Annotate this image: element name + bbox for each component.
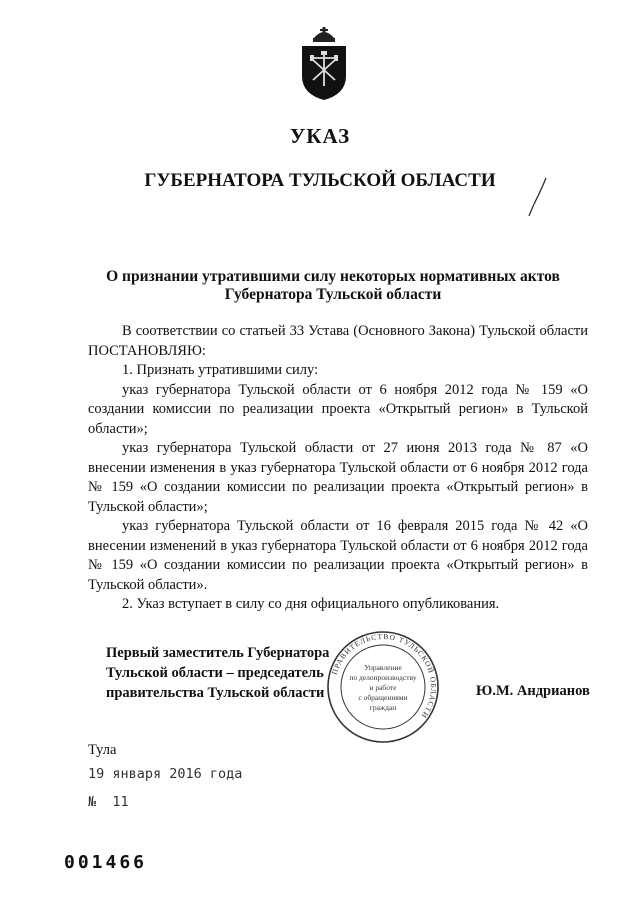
subject-line-1: О признании утратившими силу некоторых нормативных актов xyxy=(106,268,560,285)
serial-number: 001466 xyxy=(64,852,148,873)
issue-date: 19 января 2016 года xyxy=(88,766,243,782)
coat-of-arms-emblem xyxy=(298,24,350,102)
document-subject xyxy=(60,268,606,304)
item-1-paragraph: 1. Признать утратившими силу: xyxy=(122,362,319,378)
position-line-3: правительства Тульской области xyxy=(106,685,325,701)
repealed-act-3: указ губернатора Тульской области от 16 февраля 2015 года № 42 «О внесении изменений в указ губернатора Тульской области от 6 ноября 2012 года № 159 «О создании комиссии по реализации проекта «Открытый регион» в Тульской области». xyxy=(88,518,588,593)
subject-line-2: Губернатора Тульской области xyxy=(224,286,442,303)
issuer-title: ГУБЕРНАТОРА ТУЛЬСКОЙ ОБЛАСТИ xyxy=(144,170,496,191)
official-stamp xyxy=(324,628,442,746)
signatory-position xyxy=(106,643,346,703)
number-label: № xyxy=(88,794,97,810)
stamp-line-5: граждан xyxy=(369,703,397,712)
repealed-act-1: указ губернатора Тульской области от 6 ноября 2012 года № 159 «О создании комиссии по реализации проекта «Открытый регион» в Тульской области»; xyxy=(88,381,588,437)
stamp-line-4: с обращениями xyxy=(358,693,408,702)
signatory-name: Ю.М. Андрианов xyxy=(476,683,590,699)
preamble-paragraph: В соответствии со статьей 33 Устава (Основного Закона) Тульской области ПОСТАНОВЛЯЮ: xyxy=(88,323,588,359)
item-2-paragraph: 2. Указ вступает в силу со дня официального опубликования. xyxy=(122,596,500,612)
stamp-line-3: и работе xyxy=(369,683,397,692)
pen-stroke-mark xyxy=(526,176,550,218)
stamp-ring-text: ПРАВИТЕЛЬСТВО ТУЛЬСКОЙ ОБЛАСТИ xyxy=(329,631,439,721)
document-type: УКАЗ xyxy=(289,124,351,148)
document-number xyxy=(88,794,129,810)
repealed-act-2: указ губернатора Тульской области от 27 июня 2013 года № 87 «О внесении изменения в указ губернатора Тульской области от 6 ноября 2012 года № 159 «О создании комиссии по реализации проекта «Открытый регион» в Тульской области»; xyxy=(88,440,588,515)
issue-city: Тула xyxy=(88,742,117,758)
stamp-line-1: Управление xyxy=(364,663,402,672)
position-line-1: Первый заместитель Губернатора xyxy=(106,645,330,661)
document-body xyxy=(88,322,588,615)
position-line-2: Тульской области – председатель xyxy=(106,665,324,681)
stamp-line-2: по делопроизводству xyxy=(349,673,417,682)
number-value: 11 xyxy=(112,794,129,810)
